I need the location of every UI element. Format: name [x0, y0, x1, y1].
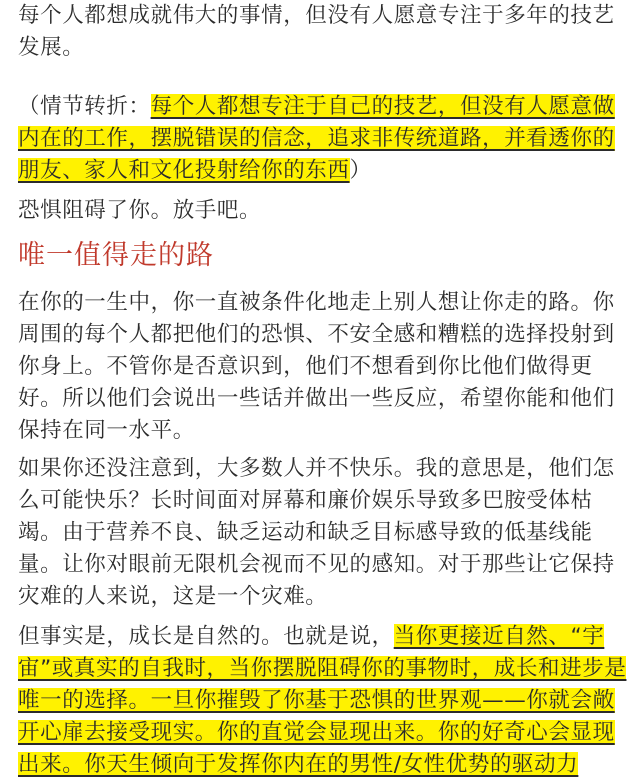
unhappiness-paragraph: 如果你还没注意到，大多数人并不快乐。我的意思是，他们怎么可能快乐？长时间面对屏幕和廉价娱乐导致多巴胺受体枯竭。由于营养不良、缺乏运动和缺乏目标感导致的低基线能量。让你对眼前无限机会视而不见的感知。对于那些让它保持灾难的人来说，这是一个灾难。: [18, 456, 615, 609]
growth-prefix: 但事实是，成长是自然的。也就是说，: [18, 624, 394, 649]
growth-highlight: 当你更接近自然、“宇宙”或真实的自我时，当你摆脱阻碍你的事物时，成长和进步是唯一的选择。一旦你摧毁了你基于恐惧的世界观——你就会敞开心扉去接受现实。你的直觉会显现出来。你的好奇心会显现出来。你天生倾向于发挥你内在的男性/女性优势的驱动力: [18, 624, 627, 777]
plot-twist-paragraph: [18, 91, 628, 187]
section-heading: 唯一值得走的路: [18, 240, 214, 271]
growth-paragraph: [18, 621, 628, 781]
intro-paragraph: 每个人都想成就伟大的事情，但没有人愿意专注于多年的技艺发展。: [18, 3, 615, 60]
plot-twist-suffix: ）: [349, 158, 372, 183]
plot-twist-highlight: 每个人都想专注于自己的技艺，但没有人愿意做内在的工作，摆脱错误的信念，追求非传统道路，并看透你的朋友、家人和文化投射给你的东西: [18, 94, 615, 183]
fear-paragraph: 恐惧阻碍了你。放手吧。: [18, 198, 262, 223]
conditioning-paragraph: 在你的一生中，你一直被条件化地走上别人想让你走的路。你周围的每个人都把他们的恐惧、不安全感和糟糕的选择投射到你身上。不管你是否意识到，他们不想看到你比他们做得更好。所以他们会说出一些话并做出一些反应，希望你能和他们保持在同一水平。: [18, 290, 615, 443]
plot-twist-prefix: （情节转折：: [18, 94, 151, 119]
